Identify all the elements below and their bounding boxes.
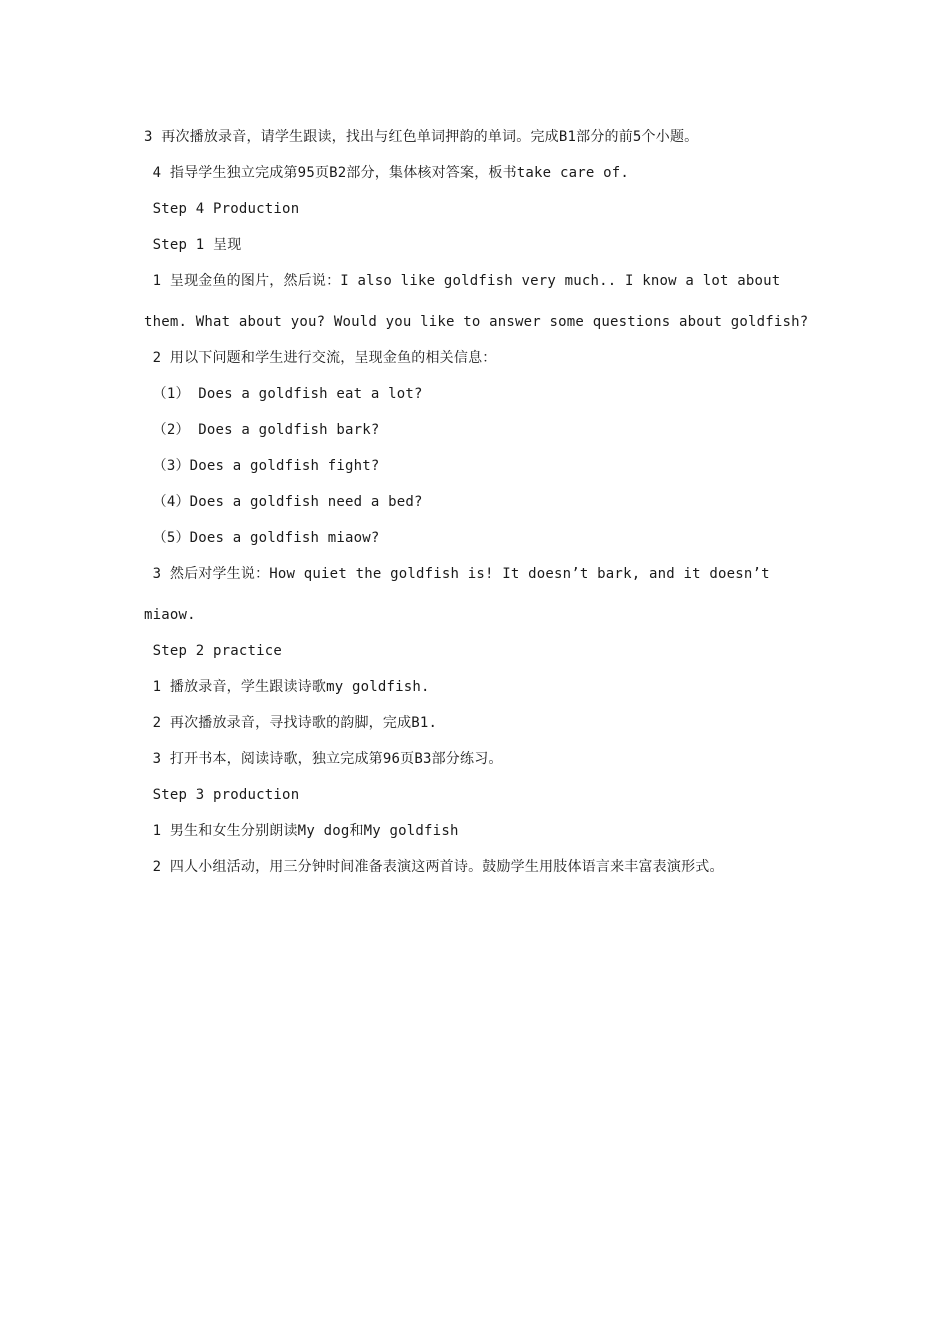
text-line-8: （1） Does a goldfish eat a lot? [144,386,423,402]
text-line-20: 1 男生和女生分别朗读My dog和My goldfish [144,823,459,839]
text-line-19: Step 3 production [144,787,300,803]
text-line-5: 1 呈现金鱼的图片，然后说：I also like goldfish very much.. I know a lot about [144,273,781,289]
text-line-9: （2） Does a goldfish bark? [144,422,380,438]
text-line-1: 3 再次播放录音，请学生跟读，找出与红色单词押韵的单词。完成B1部分的前5个小题。 [144,129,699,145]
text-line-10: （3）Does a goldfish fight? [144,458,380,474]
text-line-3: Step 4 Production [144,201,300,217]
text-line-21: 2 四人小组活动，用三分钟时间准备表演这两首诗。鼓励学生用肢体语言来丰富表演形式。 [144,859,724,875]
text-line-4: Step 1 呈现 [144,237,242,253]
text-line-18: 3 打开书本，阅读诗歌，独立完成第96页B3部分练习。 [144,751,503,767]
text-line-11: （4）Does a goldfish need a bed? [144,494,423,510]
text-line-17: 2 再次播放录音，寻找诗歌的韵脚，完成B1. [144,715,438,731]
text-line-15: Step 2 practice [144,643,283,659]
text-line-14: miaow. [144,607,196,623]
text-line-13: 3 然后对学生说：How quiet the goldfish is! It doesn’t bark, and it doesn’t [144,566,770,582]
text-line-12: （5）Does a goldfish miaow? [144,530,380,546]
text-line-2: 4 指导学生独立完成第95页B2部分，集体核对答案，板书take care of. [144,165,629,181]
text-line-7: 2 用以下问题和学生进行交流，呈现金鱼的相关信息： [144,350,497,366]
text-line-16: 1 播放录音，学生跟读诗歌my goldfish. [144,679,430,695]
text-line-6: them. What about you? Would you like to answer some questions about goldfish? [144,314,809,330]
